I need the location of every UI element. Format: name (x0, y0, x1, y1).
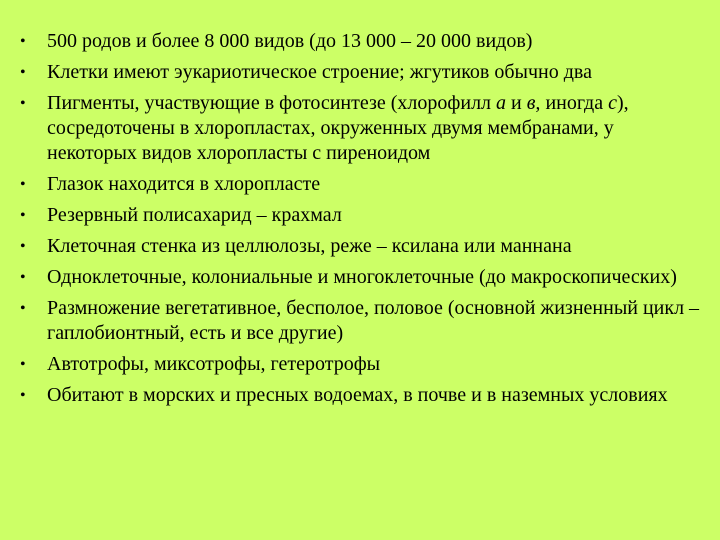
bullet-item (20, 383, 700, 408)
bullet-item (20, 172, 700, 197)
bullet-dot-icon: • (20, 33, 26, 50)
bullet-dot-icon: • (20, 300, 26, 317)
bullet-text: Одноклеточные, колониальные и многоклеточные (до макроскопических) (47, 266, 677, 288)
bullet-dot-icon: • (20, 176, 26, 193)
bullet-list (20, 29, 700, 414)
bullet-dot-icon: • (20, 238, 26, 255)
bullet-dot-icon: • (20, 356, 26, 373)
bullet-dot-icon: • (20, 269, 26, 286)
bullet-text: Автотрофы, миксотрофы, гетеротрофы (47, 353, 381, 375)
bullet-item (20, 60, 700, 85)
text-segment: ), сосредоточены в хлоропластах, окруженных двумя мембранами, у некоторых видов хлоропласты с пиреноидом (47, 92, 629, 164)
bullet-text: 500 родов и более 8 000 видов (до 13 000 – 20 000 видов) (47, 30, 533, 52)
bullet-item (20, 91, 700, 166)
bullet-item (20, 352, 700, 377)
bullet-text: Обитают в морских и пресных водоемах, в почве и в наземных условиях (47, 384, 668, 406)
text-segment: Пигменты, участвующие в фотосинтезе (хлорофилл (47, 92, 497, 114)
bullet-text: Клетки имеют эукариотическое строение; жгутиков обычно два (47, 61, 592, 83)
bullet-text: Клеточная стенка из целлюлозы, реже – ксилана или маннана (47, 235, 572, 257)
bullet-text: Размножение вегетативное, бесполое, половое (основной жизненный цикл – гаплобионтный, есть и все другие) (47, 297, 700, 344)
text-segment-italic: a (496, 92, 507, 114)
bullet-dot-icon: • (20, 64, 26, 81)
bullet-dot-icon: • (20, 207, 26, 224)
bullet-text (47, 91, 700, 166)
bullet-item (20, 29, 700, 54)
text-segment: и (506, 92, 527, 114)
text-segment-italic: в, (526, 92, 541, 114)
bullet-item (20, 234, 700, 259)
bullet-item (20, 203, 700, 228)
bullet-item (20, 296, 700, 346)
bullet-item (20, 265, 700, 290)
text-segment: иногда (540, 92, 609, 114)
bullet-dot-icon: • (20, 387, 26, 404)
bullet-text: Глазок находится в хлоропласте (47, 173, 321, 195)
bullet-text: Резервный полисахарид – крахмал (47, 204, 342, 226)
text-segment-italic: с (608, 92, 617, 114)
bullet-dot-icon: • (20, 95, 26, 112)
